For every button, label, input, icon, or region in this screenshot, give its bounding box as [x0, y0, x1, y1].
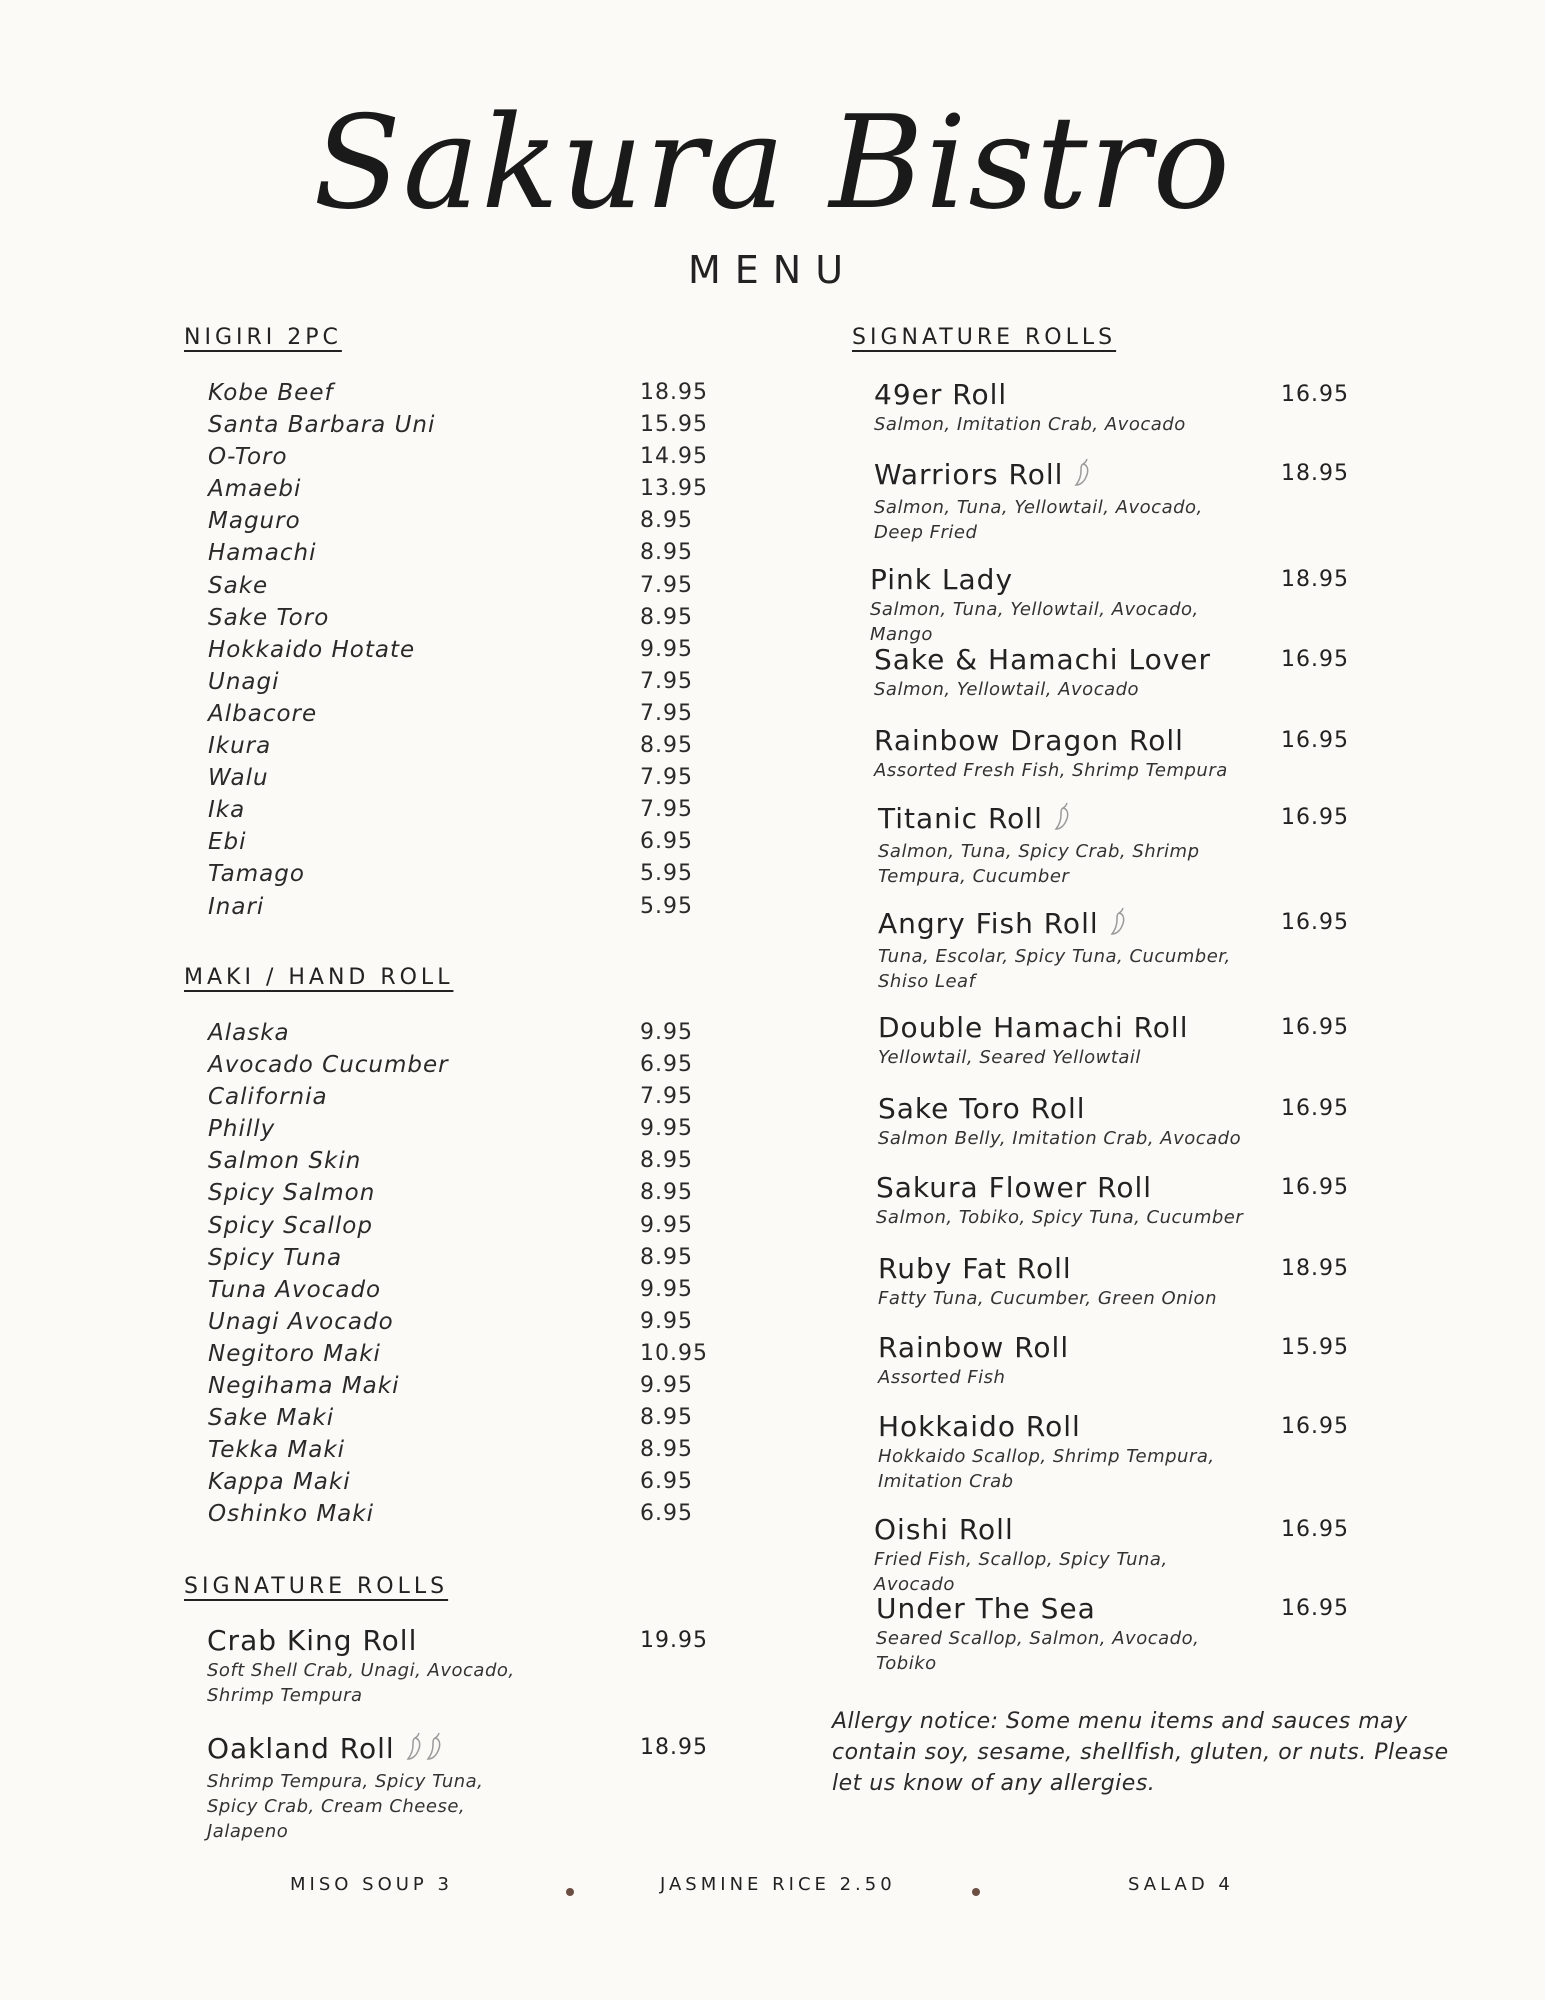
roll-name: Hokkaido Roll: [878, 1410, 1081, 1443]
nigiri-item-row: [208, 505, 708, 537]
maki-item-row: [208, 1081, 708, 1113]
maki-item-name: Avocado Cucumber: [208, 1052, 449, 1079]
maki-item-row: [208, 1017, 708, 1049]
nigiri-item-name: Hamachi: [208, 540, 317, 567]
maki-item-price: 6.95: [640, 1501, 693, 1527]
maki-item-row: [208, 1466, 708, 1498]
maki-item-price: 10.95: [640, 1340, 708, 1366]
roll-description: Salmon, Tuna, Spicy Crab, Shrimp Tempura, Cucumber: [878, 841, 1200, 887]
maki-item-row: [208, 1306, 708, 1338]
allergy-notice: Allergy notice: Some menu items and sauces may contain soy, sesame, shellfish, gluten, or nuts. Please let us know of any allergies.: [832, 1709, 1449, 1796]
nigiri-item-name: Santa Barbara Uni: [208, 412, 436, 439]
roll-description: Soft Shell Crab, Unagi, Avocado, Shrimp Tempura: [207, 1660, 515, 1706]
roll-price: 15.95: [1281, 1335, 1349, 1360]
nigiri-item-row: [208, 730, 708, 762]
nigiri-item-name: Tamago: [208, 861, 305, 888]
nigiri-item-row: [208, 826, 708, 858]
roll-price: 16.95: [1281, 910, 1349, 935]
nigiri-item-price: 14.95: [640, 444, 708, 470]
roll-name: Under The Sea: [876, 1592, 1096, 1625]
maki-item-row: [208, 1210, 708, 1242]
maki-item-price: 9.95: [640, 1020, 693, 1045]
maki-item-row: [208, 1338, 708, 1370]
dot-separator-icon: [972, 1888, 980, 1896]
nigiri-item-name: Unagi: [208, 668, 280, 695]
nigiri-item-row: [208, 441, 708, 473]
roll-price: 19.95: [640, 1628, 708, 1653]
roll-name-line: [874, 643, 1254, 677]
roll-name-line: [207, 1624, 537, 1658]
nigiri-item-price: 6.95: [640, 829, 693, 855]
nigiri-item-name: Sake: [208, 572, 269, 599]
nigiri-item-price: 5.95: [640, 861, 693, 887]
roll-description: Assorted Fresh Fish, Shrimp Tempura: [874, 760, 1228, 781]
roll-price: 16.95: [1281, 805, 1349, 830]
roll-name-line: [878, 1410, 1258, 1444]
maki-item-row: [208, 1113, 708, 1145]
roll-name-line: [878, 906, 1258, 944]
roll-price: 16.95: [1281, 382, 1349, 407]
chili-pepper-icon: [1053, 801, 1075, 839]
nigiri-item-row: [208, 473, 708, 505]
roll-description: Assorted Fish: [878, 1367, 1006, 1388]
roll-price: 16.95: [1281, 1096, 1349, 1121]
side-salad: SALAD 4: [1128, 1874, 1234, 1895]
roll-name-line: [874, 378, 1254, 412]
maki-item-name: Spicy Salmon: [208, 1180, 376, 1207]
nigiri-item-name: Hokkaido Hotate: [208, 636, 416, 663]
nigiri-item-name: Maguro: [208, 508, 301, 535]
maki-heading: MAKI / HAND ROLL: [184, 965, 454, 990]
maki-item-name: Spicy Tuna: [208, 1244, 343, 1271]
nigiri-item-row: [208, 537, 708, 569]
signature-roll-item: [874, 724, 1349, 783]
nigiri-item-row: [208, 858, 708, 890]
nigiri-item-name: Amaebi: [208, 476, 302, 503]
maki-item-row: [208, 1370, 708, 1402]
signature-roll-item: [870, 563, 1349, 647]
signature-roll-item: [207, 1624, 708, 1708]
signature-right-heading: SIGNATURE ROLLS: [852, 325, 1117, 350]
signature-roll-item: [874, 643, 1349, 702]
maki-item-name: Philly: [208, 1116, 276, 1143]
signature-roll-item: [878, 906, 1349, 994]
signature-roll-item: [876, 1171, 1349, 1230]
maki-item-row: [208, 1145, 708, 1177]
roll-name: Oakland Roll: [207, 1732, 395, 1765]
roll-price: 18.95: [640, 1735, 708, 1760]
roll-description: Hokkaido Scallop, Shrimp Tempura, Imitation Crab: [878, 1446, 1215, 1492]
roll-name: Rainbow Roll: [878, 1331, 1070, 1364]
nigiri-item-name: Ikura: [208, 733, 272, 760]
signature-roll-item: [878, 1252, 1349, 1311]
roll-name-line: [207, 1731, 537, 1769]
nigiri-item-price: 8.95: [640, 733, 693, 759]
nigiri-item-price: 7.95: [640, 668, 693, 694]
nigiri-item-price: 5.95: [640, 893, 693, 919]
maki-item-name: Salmon Skin: [208, 1148, 362, 1175]
signature-roll-item: [207, 1731, 708, 1844]
maki-item-price: 9.95: [640, 1308, 693, 1334]
nigiri-item-price: 8.95: [640, 508, 693, 534]
roll-name-line: [878, 1252, 1258, 1286]
dot-separator-icon: [566, 1888, 574, 1896]
nigiri-item-row: [208, 602, 708, 634]
nigiri-item-name: Walu: [208, 765, 269, 792]
signature-roll-item: [874, 1513, 1349, 1597]
nigiri-item-price: 7.95: [640, 797, 693, 823]
maki-item-price: 9.95: [640, 1373, 693, 1399]
nigiri-item-name: Inari: [208, 893, 265, 920]
roll-price: 16.95: [1281, 1414, 1349, 1439]
maki-list: [208, 1017, 708, 1531]
maki-item-name: Spicy Scallop: [208, 1212, 373, 1239]
nigiri-item-row: [208, 762, 708, 794]
nigiri-item-price: 8.95: [640, 604, 693, 630]
signature-roll-item: [878, 1331, 1349, 1390]
maki-item-name: Alaska: [208, 1020, 290, 1046]
chili-pepper-icon: [1073, 457, 1095, 495]
roll-name: Sake Toro Roll: [878, 1092, 1086, 1125]
signature-left-heading: SIGNATURE ROLLS: [184, 1574, 449, 1599]
nigiri-item-row: [208, 794, 708, 826]
nigiri-item-row: [208, 377, 708, 409]
maki-item-name: Kappa Maki: [208, 1469, 351, 1496]
roll-name-line: [876, 1592, 1256, 1626]
roll-description: Tuna, Escolar, Spicy Tuna, Cucumber, Shiso Leaf: [878, 946, 1231, 992]
maki-item-price: 8.95: [640, 1180, 693, 1206]
roll-name-line: [874, 724, 1254, 758]
nigiri-item-price: 7.95: [640, 572, 693, 598]
roll-name-line: [878, 1092, 1258, 1126]
roll-name: Titanic Roll: [878, 802, 1043, 835]
roll-name: Pink Lady: [870, 563, 1014, 596]
maki-item-row: [208, 1177, 708, 1209]
signature-roll-item: [876, 1592, 1349, 1676]
maki-item-name: Oshinko Maki: [208, 1501, 374, 1528]
nigiri-item-row: [208, 698, 708, 730]
roll-price: 16.95: [1281, 728, 1349, 753]
maki-item-price: 8.95: [640, 1148, 693, 1174]
maki-item-name: Sake Maki: [208, 1405, 335, 1432]
maki-item-price: 6.95: [640, 1469, 693, 1495]
roll-name-line: [878, 801, 1258, 839]
chili-pepper-icon: [405, 1731, 427, 1769]
signature-roll-item: [874, 457, 1349, 545]
nigiri-item-name: Kobe Beef: [208, 380, 334, 406]
menu-title: Sakura Bistro: [313, 89, 1232, 238]
signature-roll-item: [878, 1092, 1349, 1151]
nigiri-item-row: [208, 634, 708, 666]
roll-name-line: [870, 563, 1250, 597]
roll-description: Salmon, Imitation Crab, Avocado: [874, 414, 1186, 435]
nigiri-item-name: Ebi: [208, 829, 247, 856]
nigiri-item-name: O-Toro: [208, 444, 288, 471]
roll-name-line: [876, 1171, 1256, 1205]
nigiri-item-price: 9.95: [640, 636, 693, 662]
side-miso-soup: MISO SOUP 3: [290, 1874, 453, 1895]
maki-item-row: [208, 1049, 708, 1081]
roll-name: 49er Roll: [874, 378, 1008, 411]
signature-roll-item: [878, 1410, 1349, 1494]
roll-price: 16.95: [1281, 1015, 1349, 1040]
maki-item-name: California: [208, 1084, 328, 1111]
signature-roll-item: [874, 378, 1349, 437]
roll-price: 16.95: [1281, 647, 1349, 672]
nigiri-item-row: [208, 891, 708, 923]
maki-item-row: [208, 1434, 708, 1466]
maki-item-name: Negihama Maki: [208, 1373, 400, 1400]
roll-name-line: [878, 1011, 1258, 1045]
roll-name: Ruby Fat Roll: [878, 1252, 1072, 1285]
nigiri-item-name: Ika: [208, 797, 246, 824]
roll-description: Salmon, Yellowtail, Avocado: [874, 679, 1140, 700]
signature-roll-item: [878, 801, 1349, 889]
nigiri-item-name: Sake Toro: [208, 604, 330, 631]
roll-price: 16.95: [1281, 1175, 1349, 1200]
maki-item-row: [208, 1498, 708, 1530]
nigiri-item-price: 8.95: [640, 540, 693, 566]
nigiri-item-row: [208, 666, 708, 698]
maki-item-row: [208, 1402, 708, 1434]
maki-item-price: 8.95: [640, 1405, 693, 1431]
roll-name-line: [874, 1513, 1254, 1547]
roll-name: Angry Fish Roll: [878, 907, 1099, 940]
nigiri-item-price: 18.95: [640, 380, 708, 405]
maki-item-price: 7.95: [640, 1084, 693, 1110]
nigiri-heading: NIGIRI 2PC: [184, 325, 342, 350]
nigiri-list: [208, 377, 708, 923]
nigiri-item-price: 15.95: [640, 412, 708, 438]
side-jasmine-rice: JASMINE RICE 2.50: [660, 1874, 896, 1895]
maki-item-price: 8.95: [640, 1437, 693, 1463]
roll-price: 18.95: [1281, 567, 1349, 592]
roll-price: 16.95: [1281, 1517, 1349, 1542]
roll-description: Salmon, Tuna, Yellowtail, Avocado, Deep Fried: [874, 497, 1203, 543]
roll-price: 18.95: [1281, 461, 1349, 486]
roll-description: Shrimp Tempura, Spicy Tuna, Spicy Crab, Cream Cheese, Jalapeno: [207, 1771, 484, 1842]
roll-description: Salmon Belly, Imitation Crab, Avocado: [878, 1128, 1242, 1149]
menu-subtitle: MENU: [687, 248, 858, 292]
maki-item-name: Unagi Avocado: [208, 1308, 394, 1335]
chili-pepper-icon: [425, 1731, 447, 1769]
roll-name: Oishi Roll: [874, 1513, 1014, 1546]
maki-item-price: 9.95: [640, 1116, 693, 1142]
maki-item-price: 9.95: [640, 1276, 693, 1302]
roll-name-line: [878, 1331, 1258, 1365]
roll-price: 18.95: [1281, 1256, 1349, 1281]
nigiri-item-name: Albacore: [208, 700, 318, 727]
maki-item-name: Negitoro Maki: [208, 1340, 381, 1367]
nigiri-item-price: 7.95: [640, 765, 693, 791]
roll-price: 16.95: [1281, 1596, 1349, 1621]
roll-description: Seared Scallop, Salmon, Avocado, Tobiko: [876, 1628, 1200, 1674]
roll-name: Rainbow Dragon Roll: [874, 724, 1184, 757]
chili-pepper-icon: [1109, 906, 1131, 944]
signature-roll-item: [878, 1011, 1349, 1070]
roll-description: Salmon, Tobiko, Spicy Tuna, Cucumber: [876, 1207, 1244, 1228]
nigiri-item-row: [208, 570, 708, 602]
roll-name: Crab King Roll: [207, 1624, 418, 1657]
roll-name: Double Hamachi Roll: [878, 1011, 1189, 1044]
maki-item-price: 8.95: [640, 1244, 693, 1270]
roll-name: Warriors Roll: [874, 458, 1064, 491]
maki-item-row: [208, 1242, 708, 1274]
roll-description: Salmon, Tuna, Yellowtail, Avocado, Mango: [870, 599, 1199, 645]
roll-name-line: [874, 457, 1254, 495]
nigiri-item-row: [208, 409, 708, 441]
roll-name: Sake & Hamachi Lover: [874, 643, 1212, 676]
maki-item-price: 6.95: [640, 1052, 693, 1078]
nigiri-item-price: 7.95: [640, 700, 693, 726]
roll-description: Fried Fish, Scallop, Spicy Tuna, Avocado: [874, 1549, 1168, 1595]
roll-description: Yellowtail, Seared Yellowtail: [878, 1047, 1141, 1068]
roll-name: Sakura Flower Roll: [876, 1171, 1153, 1204]
maki-item-name: Tuna Avocado: [208, 1276, 382, 1303]
maki-item-name: Tekka Maki: [208, 1437, 346, 1464]
nigiri-item-price: 13.95: [640, 476, 708, 502]
roll-description: Fatty Tuna, Cucumber, Green Onion: [878, 1288, 1217, 1309]
maki-item-row: [208, 1274, 708, 1306]
maki-item-price: 9.95: [640, 1212, 693, 1238]
